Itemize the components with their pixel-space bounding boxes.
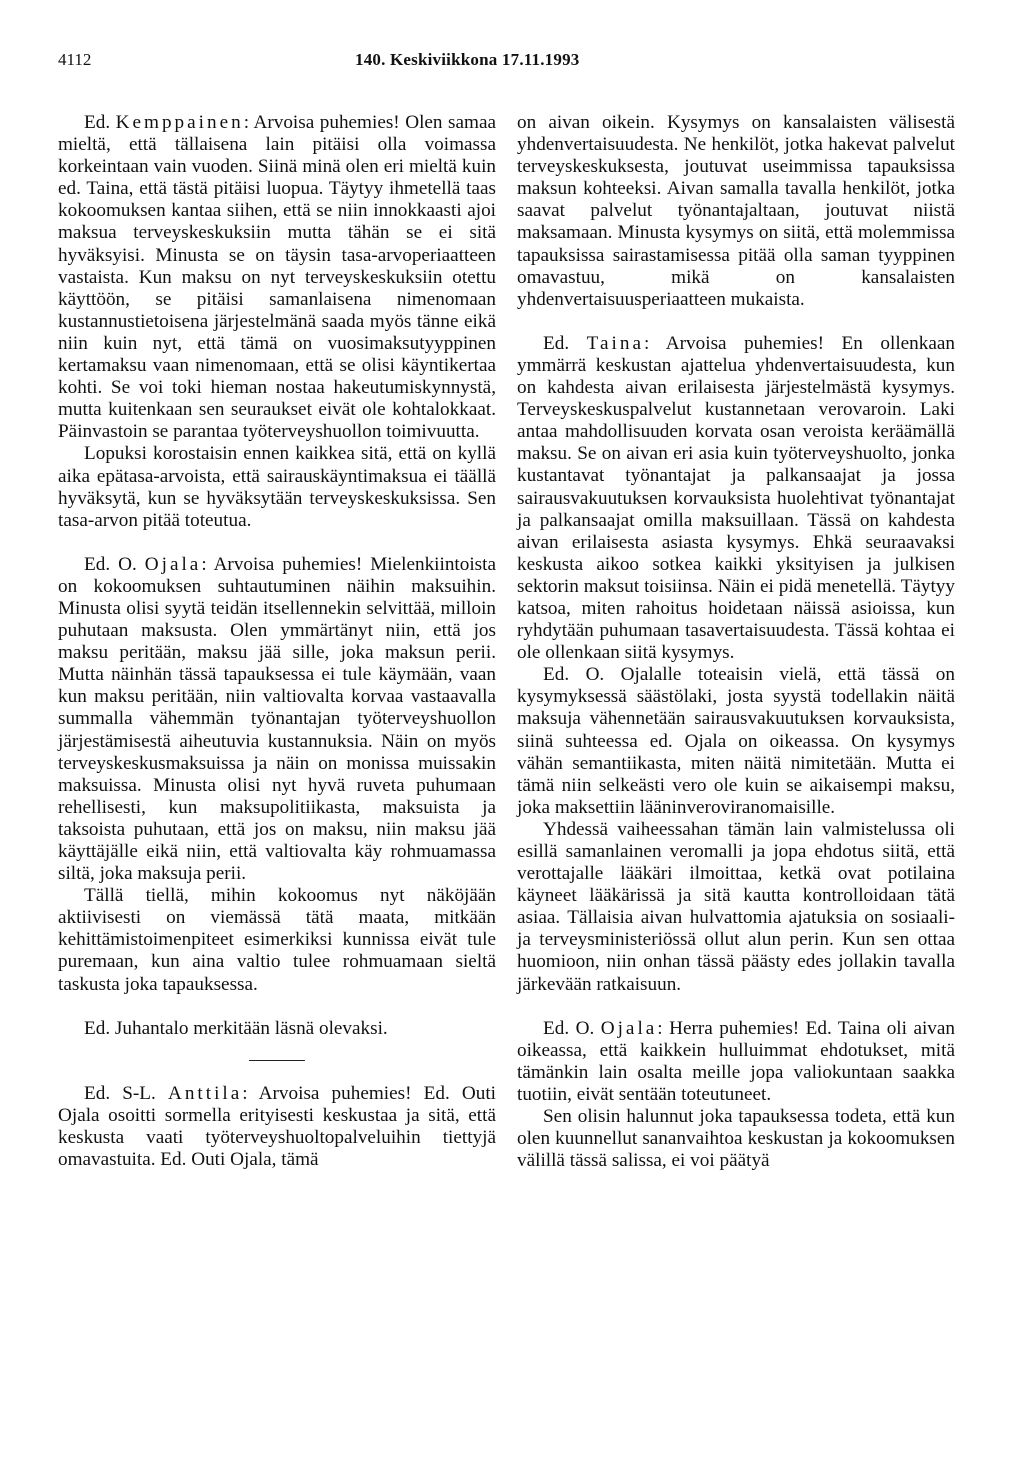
right-column [517, 112, 955, 1172]
paragraph: Ed. O. Ojalalle toteaisin vielä, että tässä on kysymyksessä säästölaki, josta syystä todellakin näitä maksuja vähennetään sairausvakuutuksen korvauksista, siinä suhteessa ed. Ojala on oikeassa. On kysymys vähän semantiikasta, miten näitä nimitetään. Mutta ei tämä niin selkeästi vero ole kuin se aikaisempi maksu, joka maksettiin lääninveroviranomaisille. [517, 664, 955, 818]
speech-ojala [58, 554, 496, 885]
speaker-name: Anttila [167, 1082, 243, 1104]
speech-kemppainen [58, 112, 496, 443]
speech-prefix: Ed. S-L. [84, 1082, 168, 1104]
speech-text: : Arvoisa puhemies! En ollenkaan ymmärrä keskustan ajattelua yhdenvertaisuudesta, kun on kahdesta aivan erilaisesta järjestelmästä kysymys. Terveyskeskuspalvelut kustannetaan verovaroin. Laki antaa mahdollisuuden korvata osan veroista keräämällä maksu. Se on aivan eri asia kuin työterveyshuolto, jonka kustantavat työnantajat ja palkansaajat ja jossa sairausvakuutuksen korvauksista huolehtivat työnantajat ja palkansaajat omilla maksuillaan. Tässä on kahdesta aivan erilaisesta asiasta kysymys. Ehkä seuraavaksi keskusta aikoo sotkea kaikki yksityisen ja julkisen sektorin maksut toisiinsa. Näin ei pidä menetellä. Täytyy katsoa, miten rahoitus hoidetaan näissä asioissa, kun ryhdytään puhumaan tasavertaisuudesta. Tässä kohtaa ei ole ollenkaan siitä kysymys. [517, 332, 955, 664]
speech-prefix: Ed. [84, 112, 116, 133]
speech-taina [517, 333, 955, 664]
page-header [0, 50, 1024, 80]
attendance-note: Ed. Juhantalo merkitään läsnä olevaksi. [84, 1017, 388, 1039]
speech-prefix: Ed. [543, 332, 587, 354]
paragraph: Tällä tiellä, mihin kokoomus nyt näköjään aktiivisesti on viemässä tätä maata, mitkään kehittämistoimenpiteet esimerkiksi kunnissa eivät tule puremaan, kun aina valtio tulee rohmuamaan sieltä taskusta joka tapauksessa. [58, 885, 496, 995]
left-column [58, 112, 496, 1171]
speech-prefix: Ed. O. [543, 1017, 601, 1039]
speech-text: : Herra puhemies! Ed. Taina oli aivan oikeassa, että kaikkein hulluimmat ehdotukset, mitä tämänkin lain osalta meille jopa valiokuntaan saakka tuotiin, eivät sentään toteutuneet. [517, 1017, 956, 1105]
speech-prefix: Ed. O. [84, 553, 145, 575]
running-head: 140. Keskiviikkona 17.11.1993 [355, 50, 580, 69]
speaker-name: Taina [586, 332, 644, 354]
speaker-name: Ojala [144, 553, 202, 575]
speaker-name: Ojala [600, 1017, 658, 1039]
paragraph: Yhdessä vaiheessahan tämän lain valmistelussa oli esillä samanlainen veromalli ja jopa ehdotus siitä, että verottajalle lääkäri ilmoittaa, ketkä ovat potilaina käyneet lääkärissä ja sitä kautta kontrolloidaan tätä asiaa. Tällaisia aivan hulvattomia ajatuksia on sosiaali- ja terveysministeriössä ollut alun perin. Kun sen ottaa huomioon, niin onhan tässä päästy edes jollakin tavalla järkevään ratkaisuun. [517, 818, 955, 995]
speech-text: : Arvoisa puhemies! Olen samaa mieltä, että tällaisena lain pitäisi olla voimassa korkeintaan vain vuoden. Siinä minä olen eri mieltä kuin ed. Taina, että tästä pitäisi luopua. Täytyy ihmetellä taas kokoomuksen kantaa siihen, että se niin innokkaasti ajoi maksua terveyskeskuksiin mutta tähän se ei sitä hyväksyisi. Minusta se on täysin tasa-arvoperiaatteen vastaista. Kun maksu on nyt terveyskeskuksiin otettu käyttöön, se pitäisi samanlaisena nimenomaan kustannustietoisena järjestelmänä saada myös tänne eikä niin kuin nyt, että tämä on vuosimaksutyyppinen kertamaksu vaan nimenomaan, että se olisi käyntikertaa kohti. Se voi toki hieman nostaa hakeutumiskynnystä, mutta kuitenkaan sen seuraukset eivät ole kohtalokkaat. Päinvastoin se parantaa työterveyshuollon toimivuutta. [58, 112, 496, 443]
speech-ojala-2 [517, 1018, 955, 1106]
speech-text: : Arvoisa puhemies! Mielenkiintoista on kokoomuksen suhtautuminen näihin maksuihin. Minusta olisi syytä teidän itsellennekin selvittää, milloin puhutaan maksusta. Olen ymmärtänyt niin, että jos maksu peritään, maksu jää sille, joka maksun perii. Mutta näinhän tässä tapauksessa ei tule käymään, vaan kun maksu peritään, niin valtiovalta korvaa vastaavalla summalla vähemmän työnantajan työterveyshuollon järjestämisestä aiheutuvia kustannuksia. Näin on myös terveyskeskusmaksuissa ja näin on monissa muissakin maksuissa. Minusta olisi nyt hyvä ruveta puhumaan rehellisesti, kun maksupolitiikasta, maksuista ja taksoista puhutaan, että jos on maksu, niin maksu jää käyttäjälle eikä niin, että valtiovalta käy rohmuamassa siltä, joka maksuja perii. [58, 553, 496, 885]
page-number: 4112 [58, 50, 92, 69]
paragraph: Lopuksi korostaisin ennen kaikkea sitä, että on kyllä aika epätasa-arvoista, että sairauskäyntimaksua ei täällä hyväksytä, kun se hyväksytään terveyskeskuksissa. Sen tasa-arvon pitää toteutua. [58, 443, 496, 531]
paragraph: on aivan oikein. Kysymys on kansalaisten välisestä yhdenvertaisuudesta. Ne henkilöt, jotka hakevat palvelut terveyskeskuksesta, joutuvat useimmissa tapauksissa maksun kohteeksi. Aivan samalla tavalla henkilöt, jotka saavat palvelut työnantajaltaan, joutuvat niistä maksamaan. Minusta kysymys on siitä, että molemmissa tapauksissa sairastamisessa pitää olla saman tyyppinen omavastuu, mikä on kansalaisten yhdenvertaisuusperiaatteen mukaista. [517, 112, 955, 310]
speech-anttila [58, 1083, 496, 1171]
paragraph: Sen olisin halunnut joka tapauksessa todeta, että kun olen kuunnellut sananvaihtoa keskustan ja kokoomuksen välillä tässä salissa, ei voi päätyä [517, 1106, 955, 1172]
section-divider [249, 1060, 305, 1061]
speech-text: : Arvoisa puhemies! Ed. Outi Ojala osoitti sormella erityisesti keskustaa ja sitä, että keskusta vaati työterveyshuoltopalveluihin tiettyjä omavastuita. Ed. Outi Ojala, tämä [58, 1082, 496, 1171]
speaker-name: Kemppainen [115, 112, 244, 133]
